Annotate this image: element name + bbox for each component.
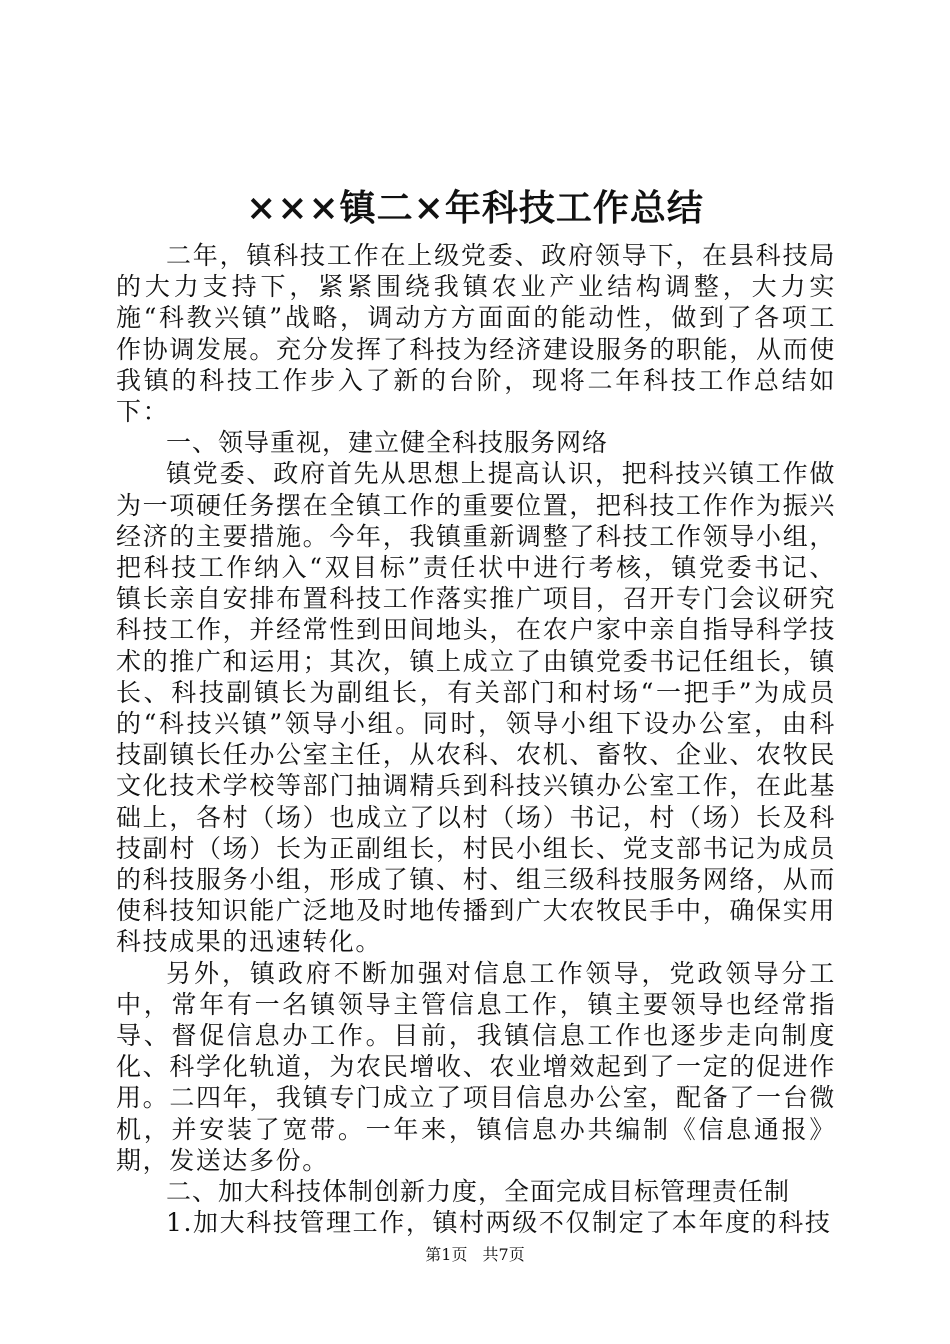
section-heading-2: 二、加大科技体制创新力度，全面完成目标管理责任制 — [166, 1177, 791, 1207]
page-total: 共7页 — [482, 1245, 525, 1264]
intro-paragraph: 二年，镇科技工作在上级党委、政府领导下，在县科技局的大力支持下，紧紧围绕我镇农业产业结构调整，大力实施“科教兴镇”战略，调动方方面面的能动性，做到了各项工作协调发展。充分发挥了科技为经济建设服务的职能，从而使我镇的科技工作步入了新的台阶，现将二年科技工作总结如下： — [116, 241, 836, 427]
document-body — [116, 240, 836, 1239]
document-title: ×××镇二×年科技工作总结 — [246, 187, 704, 229]
section-heading-1: 一、领导重视，建立健全科技服务网络 — [166, 428, 609, 458]
page-number: 第1页 — [425, 1245, 468, 1264]
body-paragraph: 镇党委、政府首先从思想上提高认识，把科技兴镇工作做为一项硬任务摆在全镇工作的重要位置，把科技工作作为振兴经济的主要措施。今年，我镇重新调整了科技工作领导小组，把科技工作纳入“双目标”责任状中进行考核，镇党委书记、镇长亲自安排布置科技工作落实推广项目，召开专门会议研究科技工作，并经常性到田间地头，在农户家中亲自指导科学技术的推广和运用；其次，镇上成立了由镇党委书记任组长，镇长、科技副镇长为副组长，有关部门和村场“一把手”为成员的“科技兴镇”领导小组。同时，领导小组下设办公室，由科技副镇长任办公室主任，从农科、农机、畜牧、企业、农牧民文化技术学校等部门抽调精兵到科技兴镇办公室工作，在此基础上，各村（场）也成立了以村（场）书记，村（场）长及科技副村（场）长为正副组长，村民小组长、党支部书记为成员的科技服务小组，形成了镇、村、组三级科技服务网络，从而使科技知识能广泛地及时地传播到广大农牧民手中，确保实用科技成果的迅速转化。 — [116, 459, 836, 957]
body-paragraph: 另外，镇政府不断加强对信息工作领导，党政领导分工中，常年有一名镇领导主管信息工作，镇主要领导也经常指导、督促信息办工作。目前，我镇信息工作也逐步走向制度化、科学化轨道，为农民增收、农业增效起到了一定的促进作用。二四年，我镇专门成立了项目信息办公室，配备了一台微机，并安装了宽带。一年来，镇信息办共编制《信息通报》期，发送达多份。 — [116, 958, 836, 1175]
page-footer — [0, 1244, 950, 1266]
list-item-1: 1.加大科技管理工作，镇村两级不仅制定了本年度的科技 — [166, 1208, 832, 1238]
